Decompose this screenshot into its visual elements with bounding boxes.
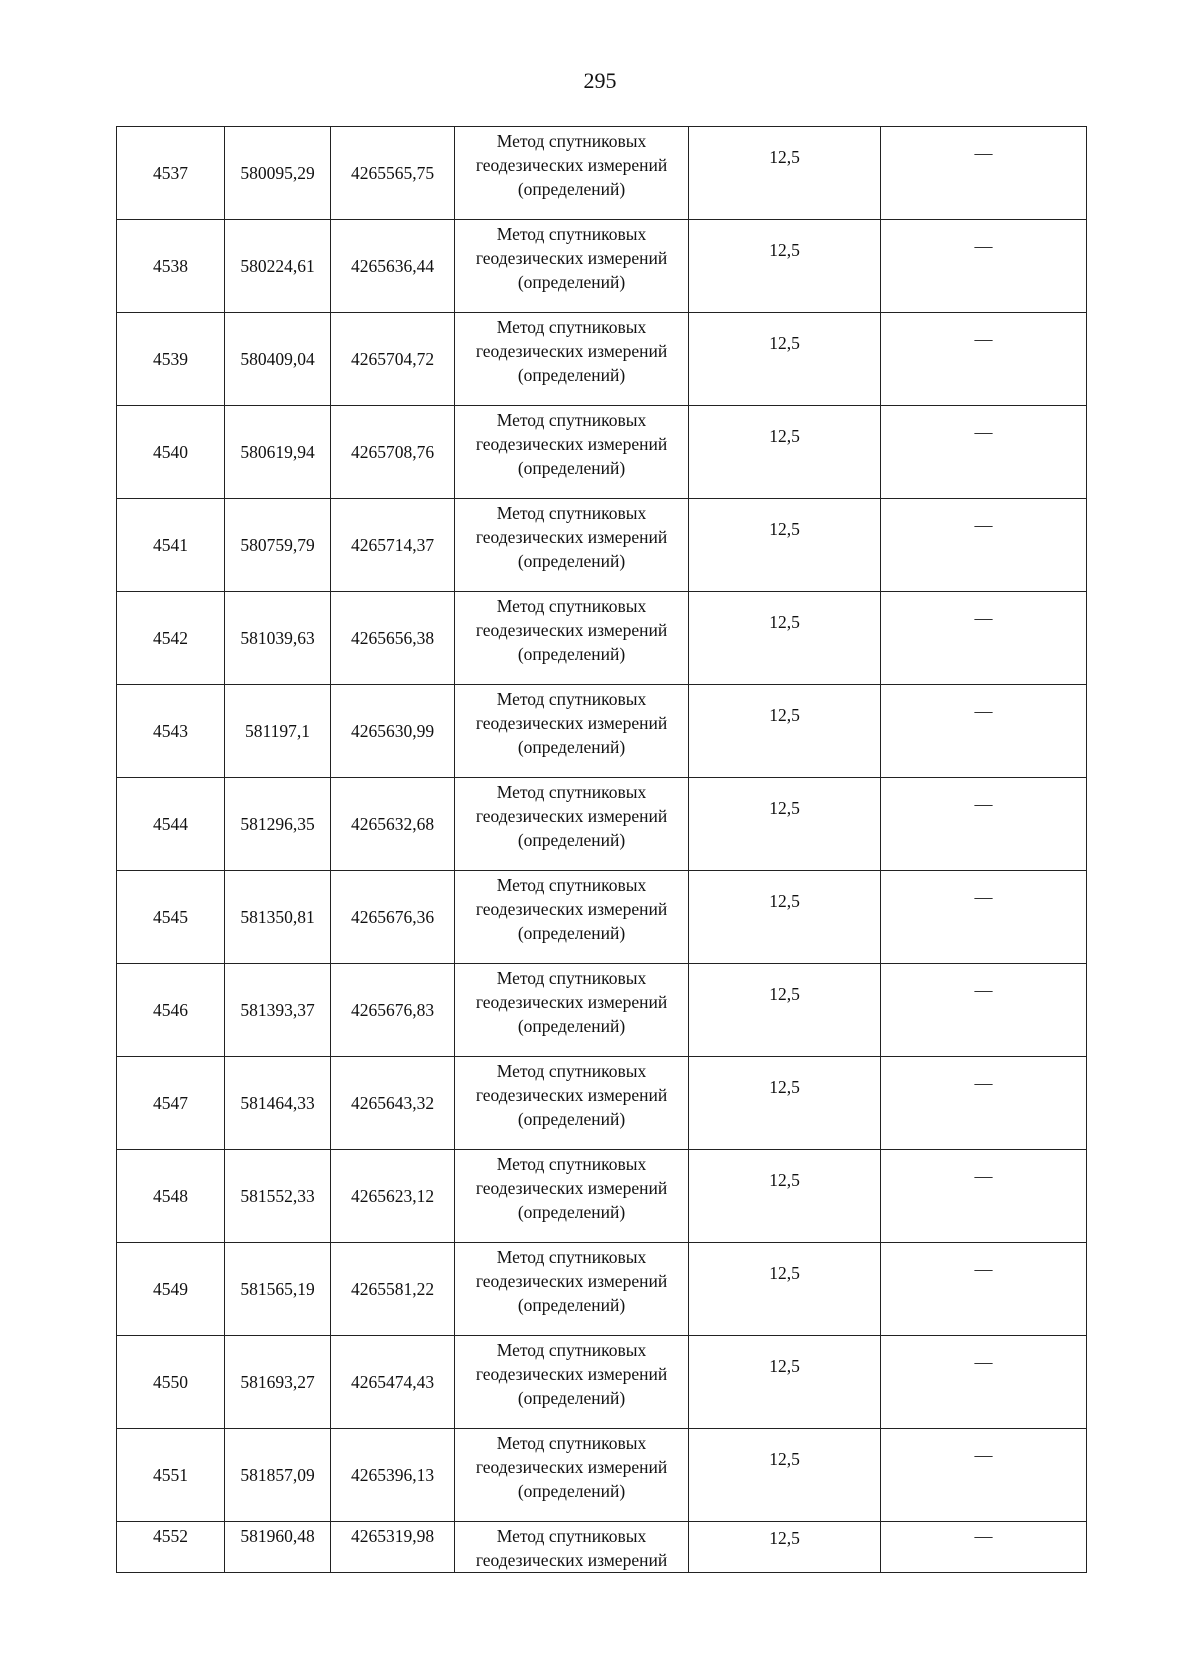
x-coordinate-cell: 581197,1	[225, 685, 331, 778]
accuracy-value: 12,5	[769, 1528, 800, 1548]
accuracy-value: 12,5	[769, 1449, 800, 1469]
accuracy-value: 12,5	[769, 705, 800, 725]
point-number-cell: 4550	[117, 1336, 225, 1429]
table-row	[117, 1336, 1087, 1429]
point-number-cell: 4537	[117, 127, 225, 220]
y-coordinate-cell: 4265632,68	[331, 778, 455, 871]
accuracy-value: 12,5	[769, 333, 800, 353]
dash-mark: —	[974, 1526, 993, 1546]
method-line: (определений)	[517, 1388, 626, 1408]
method-line: Метод спутниковых	[496, 224, 647, 244]
method-line: (определений)	[517, 365, 626, 385]
accuracy-cell	[689, 592, 881, 685]
method-line: Метод спутниковых	[496, 1061, 647, 1081]
method-cell	[455, 778, 689, 871]
table-row	[117, 1243, 1087, 1336]
accuracy-cell	[689, 127, 881, 220]
dash-mark: —	[974, 608, 993, 628]
x-coordinate-cell: 581565,19	[225, 1243, 331, 1336]
y-coordinate-cell: 4265565,75	[331, 127, 455, 220]
method-line: геодезических измерений	[475, 713, 668, 733]
x-coordinate-cell: 581296,35	[225, 778, 331, 871]
point-number-cell: 4544	[117, 778, 225, 871]
method-line: геодезических измерений	[475, 155, 668, 175]
method-cell	[455, 127, 689, 220]
method-cell	[455, 313, 689, 406]
accuracy-value: 12,5	[769, 240, 800, 260]
dash-mark: —	[974, 1073, 993, 1093]
table-row	[117, 778, 1087, 871]
method-line: (определений)	[517, 1481, 626, 1501]
accuracy-cell	[689, 1243, 881, 1336]
note-cell	[881, 1057, 1087, 1150]
accuracy-value: 12,5	[769, 891, 800, 911]
accuracy-value: 12,5	[769, 984, 800, 1004]
method-cell	[455, 406, 689, 499]
table-row	[117, 313, 1087, 406]
table-row	[117, 592, 1087, 685]
accuracy-cell	[689, 1522, 881, 1573]
x-coordinate-cell: 581039,63	[225, 592, 331, 685]
accuracy-value: 12,5	[769, 1263, 800, 1283]
x-coordinate-cell: 581350,81	[225, 871, 331, 964]
y-coordinate-cell: 4265636,44	[331, 220, 455, 313]
y-coordinate-cell: 4265656,38	[331, 592, 455, 685]
point-number-cell: 4543	[117, 685, 225, 778]
method-line: Метод спутниковых	[496, 782, 647, 802]
note-cell	[881, 1429, 1087, 1522]
method-line: (определений)	[517, 551, 626, 571]
method-line: геодезических измерений	[475, 248, 668, 268]
method-line: Метод спутниковых	[496, 410, 647, 430]
method-line: геодезических измерений	[475, 1364, 668, 1384]
method-line: Метод спутниковых	[496, 1526, 647, 1546]
table-row	[117, 127, 1087, 220]
accuracy-cell	[689, 220, 881, 313]
point-number-cell: 4552	[117, 1522, 225, 1573]
method-line: Метод спутниковых	[496, 131, 647, 151]
x-coordinate-cell: 580095,29	[225, 127, 331, 220]
dash-mark: —	[974, 701, 993, 721]
accuracy-cell	[689, 1057, 881, 1150]
point-number-cell: 4542	[117, 592, 225, 685]
note-cell	[881, 1522, 1087, 1573]
y-coordinate-cell: 4265623,12	[331, 1150, 455, 1243]
note-cell	[881, 499, 1087, 592]
x-coordinate-cell: 581393,37	[225, 964, 331, 1057]
method-line: геодезических измерений	[475, 341, 668, 361]
x-coordinate-cell: 581960,48	[225, 1522, 331, 1573]
accuracy-cell	[689, 313, 881, 406]
method-line: Метод спутниковых	[496, 317, 647, 337]
method-line: геодезических измерений	[475, 434, 668, 454]
method-line: (определений)	[517, 1109, 626, 1129]
point-number-cell: 4551	[117, 1429, 225, 1522]
table-row	[117, 1057, 1087, 1150]
accuracy-cell	[689, 685, 881, 778]
y-coordinate-cell: 4265474,43	[331, 1336, 455, 1429]
dash-mark: —	[974, 1166, 993, 1186]
point-number-cell: 4549	[117, 1243, 225, 1336]
dash-mark: —	[974, 515, 993, 535]
note-cell	[881, 685, 1087, 778]
point-number-cell: 4539	[117, 313, 225, 406]
note-cell	[881, 964, 1087, 1057]
method-line: геодезических измерений	[475, 620, 668, 640]
method-cell	[455, 1336, 689, 1429]
coordinates-table	[116, 126, 1087, 1573]
accuracy-value: 12,5	[769, 1170, 800, 1190]
table-row	[117, 499, 1087, 592]
point-number-cell: 4546	[117, 964, 225, 1057]
method-cell	[455, 592, 689, 685]
x-coordinate-cell: 580619,94	[225, 406, 331, 499]
method-line: геодезических измерений	[475, 1457, 668, 1477]
method-line: (определений)	[517, 1016, 626, 1036]
method-cell	[455, 220, 689, 313]
table-row	[117, 871, 1087, 964]
accuracy-value: 12,5	[769, 1356, 800, 1376]
accuracy-value: 12,5	[769, 519, 800, 539]
method-cell	[455, 685, 689, 778]
x-coordinate-cell: 580224,61	[225, 220, 331, 313]
dash-mark: —	[974, 422, 993, 442]
method-cell	[455, 1057, 689, 1150]
y-coordinate-cell: 4265643,32	[331, 1057, 455, 1150]
method-line: Метод спутниковых	[496, 1340, 647, 1360]
y-coordinate-cell: 4265319,98	[331, 1522, 455, 1573]
note-cell	[881, 1150, 1087, 1243]
x-coordinate-cell: 581464,33	[225, 1057, 331, 1150]
x-coordinate-cell: 580409,04	[225, 313, 331, 406]
table-row	[117, 406, 1087, 499]
method-line: Метод спутниковых	[496, 1247, 647, 1267]
x-coordinate-cell: 581693,27	[225, 1336, 331, 1429]
method-line: Метод спутниковых	[496, 503, 647, 523]
method-line: (определений)	[517, 737, 626, 757]
method-cell	[455, 871, 689, 964]
y-coordinate-cell: 4265714,37	[331, 499, 455, 592]
note-cell	[881, 778, 1087, 871]
x-coordinate-cell: 581552,33	[225, 1150, 331, 1243]
method-line: геодезических измерений	[475, 1271, 668, 1291]
method-line: геодезических измерений	[475, 1550, 668, 1570]
method-line: (определений)	[517, 458, 626, 478]
method-cell	[455, 499, 689, 592]
accuracy-value: 12,5	[769, 612, 800, 632]
y-coordinate-cell: 4265704,72	[331, 313, 455, 406]
method-cell	[455, 1522, 689, 1573]
note-cell	[881, 220, 1087, 313]
method-cell	[455, 1150, 689, 1243]
method-line: (определений)	[517, 1295, 626, 1315]
accuracy-value: 12,5	[769, 426, 800, 446]
y-coordinate-cell: 4265708,76	[331, 406, 455, 499]
method-line: геодезических измерений	[475, 806, 668, 826]
accuracy-cell	[689, 1336, 881, 1429]
dash-mark: —	[974, 794, 993, 814]
table-row	[117, 1150, 1087, 1243]
method-line: геодезических измерений	[475, 527, 668, 547]
x-coordinate-cell: 581857,09	[225, 1429, 331, 1522]
page-number: 295	[583, 68, 617, 93]
method-line: Метод спутниковых	[496, 689, 647, 709]
accuracy-cell	[689, 1429, 881, 1522]
note-cell	[881, 127, 1087, 220]
table-row	[117, 964, 1087, 1057]
method-line: геодезических измерений	[475, 1085, 668, 1105]
y-coordinate-cell: 4265630,99	[331, 685, 455, 778]
y-coordinate-cell: 4265676,83	[331, 964, 455, 1057]
dash-mark: —	[974, 1352, 993, 1372]
method-line: Метод спутниковых	[496, 968, 647, 988]
accuracy-value: 12,5	[769, 798, 800, 818]
method-line: Метод спутниковых	[496, 1433, 647, 1453]
accuracy-cell	[689, 964, 881, 1057]
note-cell	[881, 592, 1087, 685]
y-coordinate-cell: 4265581,22	[331, 1243, 455, 1336]
method-cell	[455, 964, 689, 1057]
method-line: (определений)	[517, 644, 626, 664]
dash-mark: —	[974, 980, 993, 1000]
accuracy-cell	[689, 778, 881, 871]
method-line: геодезических измерений	[475, 1178, 668, 1198]
note-cell	[881, 871, 1087, 964]
note-cell	[881, 1336, 1087, 1429]
accuracy-cell	[689, 499, 881, 592]
method-cell	[455, 1429, 689, 1522]
table-body	[117, 127, 1087, 1573]
point-number-cell: 4541	[117, 499, 225, 592]
method-line: Метод спутниковых	[496, 1154, 647, 1174]
accuracy-cell	[689, 406, 881, 499]
table-row	[117, 220, 1087, 313]
point-number-cell: 4538	[117, 220, 225, 313]
point-number-cell: 4545	[117, 871, 225, 964]
method-line: (определений)	[517, 830, 626, 850]
accuracy-cell	[689, 1150, 881, 1243]
table-row	[117, 1522, 1087, 1573]
note-cell	[881, 313, 1087, 406]
y-coordinate-cell: 4265676,36	[331, 871, 455, 964]
method-line: Метод спутниковых	[496, 596, 647, 616]
note-cell	[881, 1243, 1087, 1336]
accuracy-value: 12,5	[769, 147, 800, 167]
point-number-cell: 4547	[117, 1057, 225, 1150]
note-cell	[881, 406, 1087, 499]
point-number-cell: 4548	[117, 1150, 225, 1243]
accuracy-cell	[689, 871, 881, 964]
point-number-cell: 4540	[117, 406, 225, 499]
table-row	[117, 1429, 1087, 1522]
dash-mark: —	[974, 143, 993, 163]
dash-mark: —	[974, 1259, 993, 1279]
x-coordinate-cell: 580759,79	[225, 499, 331, 592]
dash-mark: —	[974, 236, 993, 256]
table-row	[117, 685, 1087, 778]
method-line: геодезических измерений	[475, 899, 668, 919]
method-line: (определений)	[517, 1202, 626, 1222]
method-cell	[455, 1243, 689, 1336]
method-line: (определений)	[517, 272, 626, 292]
method-line: Метод спутниковых	[496, 875, 647, 895]
method-line: геодезических измерений	[475, 992, 668, 1012]
accuracy-value: 12,5	[769, 1077, 800, 1097]
method-line: (определений)	[517, 923, 626, 943]
method-line: (определений)	[517, 179, 626, 199]
dash-mark: —	[974, 1445, 993, 1465]
dash-mark: —	[974, 887, 993, 907]
dash-mark: —	[974, 329, 993, 349]
y-coordinate-cell: 4265396,13	[331, 1429, 455, 1522]
